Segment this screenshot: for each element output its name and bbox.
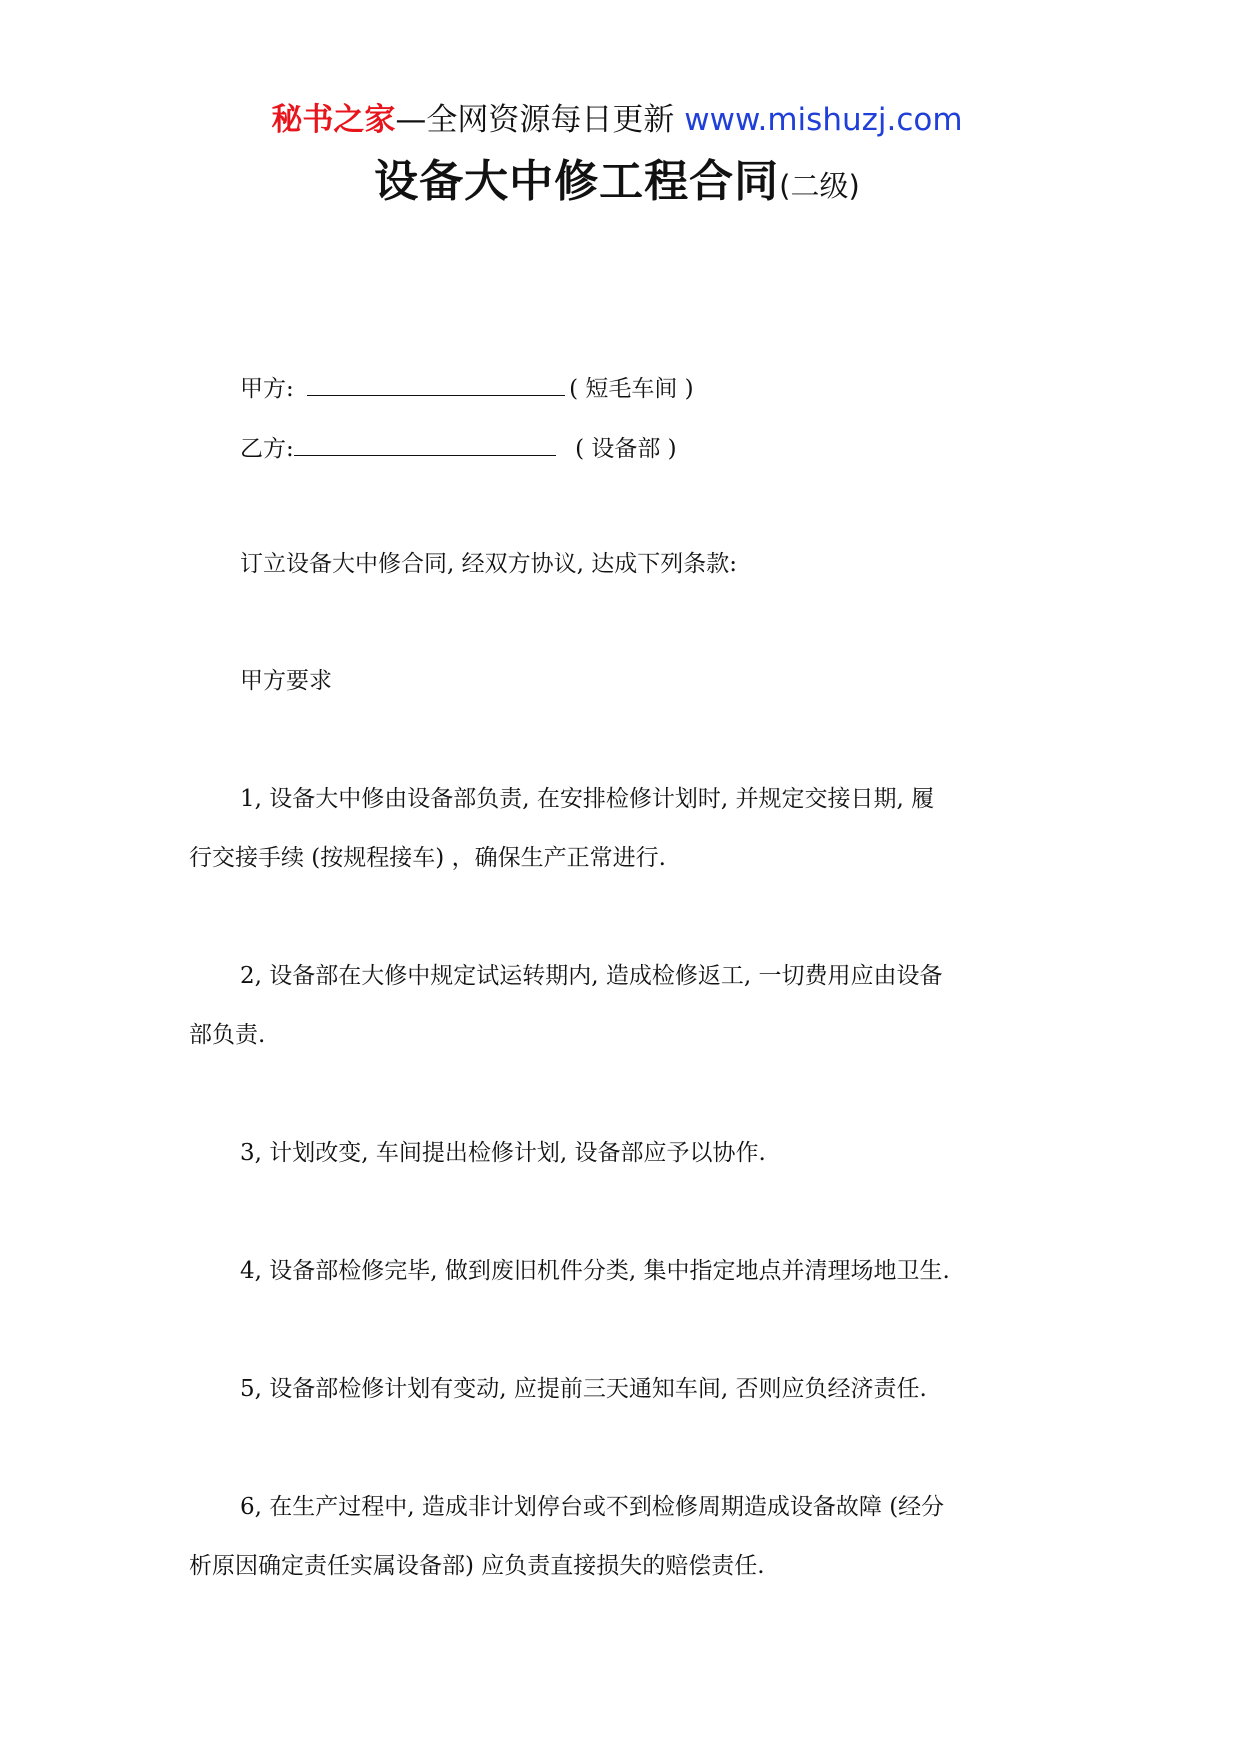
document-title [0, 152, 1234, 221]
party-a-label: 甲方: [240, 376, 294, 402]
clause-1-line-1: 1, 设备大中修由设备部负责, 在安排检修计划时, 并规定交接日期, 履 [240, 786, 935, 812]
party-a-line [240, 371, 694, 404]
brand-slogan: —全网资源每日更新 [395, 102, 675, 138]
clause-6-line-1: 6, 在生产过程中, 造成非计划停台或不到检修周期造成设备故障 (经分 [240, 1494, 945, 1520]
clause-5: 5, 设备部检修计划有变动, 应提前三天通知车间, 否则应负经济责任. [240, 1376, 927, 1402]
site-header [0, 100, 1234, 140]
clause-2-line-2: 部负责. [189, 1022, 266, 1048]
site-url-link[interactable]: www.mishuzj.com [684, 102, 963, 138]
clause-3: 3, 计划改变, 车间提出检修计划, 设备部应予以协作. [240, 1140, 766, 1166]
document-title-main: 设备大中修工程合同 [374, 156, 780, 207]
section-heading: 甲方要求 [240, 668, 332, 694]
party-b-label: 乙方: [240, 436, 294, 462]
party-b-line [240, 431, 677, 464]
brand-name: 秘书之家 [271, 102, 396, 138]
clause-1-line-2: 行交接手续 (按规程接车) ，确保生产正常进行. [189, 845, 666, 871]
party-b-note: ( 设备部 ) [575, 436, 677, 462]
party-b-blank [294, 431, 556, 456]
party-a-blank [307, 371, 565, 396]
clause-4: 4, 设备部检修完毕, 做到废旧机件分类, 集中指定地点并清理场地卫生. [240, 1258, 950, 1284]
clause-2-line-1: 2, 设备部在大修中规定试运转期内, 造成检修返工, 一切费用应由设备 [240, 963, 943, 989]
party-a-note: ( 短毛车间 ) [569, 376, 694, 402]
clause-6-line-2: 析原因确定责任实属设备部) 应负责直接损失的赔偿责任. [189, 1553, 765, 1579]
intro-paragraph: 订立设备大中修合同, 经双方协议, 达成下列条款: [240, 551, 737, 577]
document-title-level: (二级) [779, 169, 860, 203]
